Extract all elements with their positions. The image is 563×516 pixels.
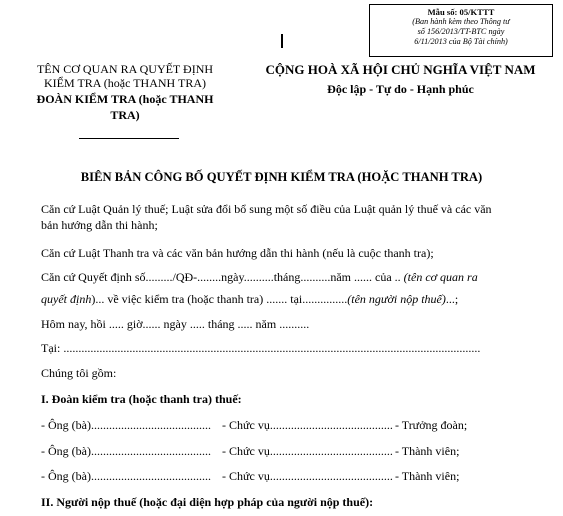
decision-agency-placeholder: (tên cơ quan ra [403,270,478,284]
agency-name-line-1: TÊN CƠ QUAN RA QUYẾT ĐỊNH [36,62,214,76]
taxpayer-name-placeholder: (tên người nộp thuế) [347,292,446,306]
member-role: - Thành viên; [395,444,460,458]
date-line: Hôm nay, hồi ..... giờ...... ngày ..... tháng ..... năm .......... [41,317,310,331]
document-title: BIÊN BẢN CÔNG BỐ QUYẾT ĐỊNH KIỂM TRA (HOẶC THANH TRA) [80,170,483,184]
member-name: - Ông (bà)........................................ [41,418,211,432]
basis-law-paragraph [41,201,557,233]
member-role: - Thành viên; [395,469,460,483]
member-position: - Chức vụ......................................... [222,469,393,483]
decision-placeholder: quyết định [41,292,92,306]
participants-intro: Chúng tôi gồm: [41,366,117,380]
basis-law-line-1: Căn cứ Luật Quản lý thuế; Luật sửa đổi bổ sung một số điều của Luật quản lý thuế và các văn [41,202,492,216]
decision-subject: )... về việc kiểm tra (hoặc thanh tra) ....... tại............... [91,292,348,306]
basis-law-line-2: bản hướng dẫn thi hành; [41,218,158,232]
agency-name-line-2: KIỂM TRA (hoặc THANH TRA) [44,76,206,90]
text-cursor [281,34,283,48]
decision-end: ...; [445,292,459,306]
team-name-line-2: TRA) [110,108,140,122]
member-name: - Ông (bà)........................................ [41,469,211,483]
member-name: - Ông (bà)........................................ [41,444,211,458]
form-code-box [369,4,553,57]
decision-line-2 [41,292,458,307]
header-underline [79,138,179,139]
form-note-line-1: (Ban hành kèm theo Thông tư [412,17,510,26]
form-code: Mẫu số: 05/KTTT [427,7,495,17]
decision-text: Căn cứ Quyết định số........./QĐ-........ngày..........tháng..........năm ...... của .. [41,270,401,284]
national-motto: Độc lập - Tự do - Hạnh phúc [327,82,474,96]
member-role: - Trưởng đoàn; [395,418,468,432]
form-note-line-3: 6/11/2013 của Bộ Tài chính) [414,37,508,46]
section-1-heading: I. Đoàn kiểm tra (hoặc thanh tra) thuế: [41,392,242,406]
team-name-line-1: ĐOÀN KIỂM TRA (hoặc THANH [36,92,214,106]
basis-inspection-line: Căn cứ Luật Thanh tra và các văn bản hướng dẫn thi hành (nếu là cuộc thanh tra); [41,246,434,260]
place-line: Tại: ........................................................................................................................................... [41,341,481,355]
form-note-line-2: số 156/2013/TT-BTC ngày [417,27,505,36]
member-position: - Chức vụ......................................... [222,444,393,458]
nation-name: CỘNG HOÀ XÃ HỘI CHỦ NGHĨA VIỆT NAM [265,62,536,77]
national-header [238,62,563,97]
member-position: - Chức vụ......................................... [222,418,393,432]
issuing-agency-header [14,62,236,122]
decision-line-1 [41,270,478,285]
section-2-heading: II. Người nộp thuế (hoặc đại diện hợp pháp của người nộp thuế): [41,495,374,509]
